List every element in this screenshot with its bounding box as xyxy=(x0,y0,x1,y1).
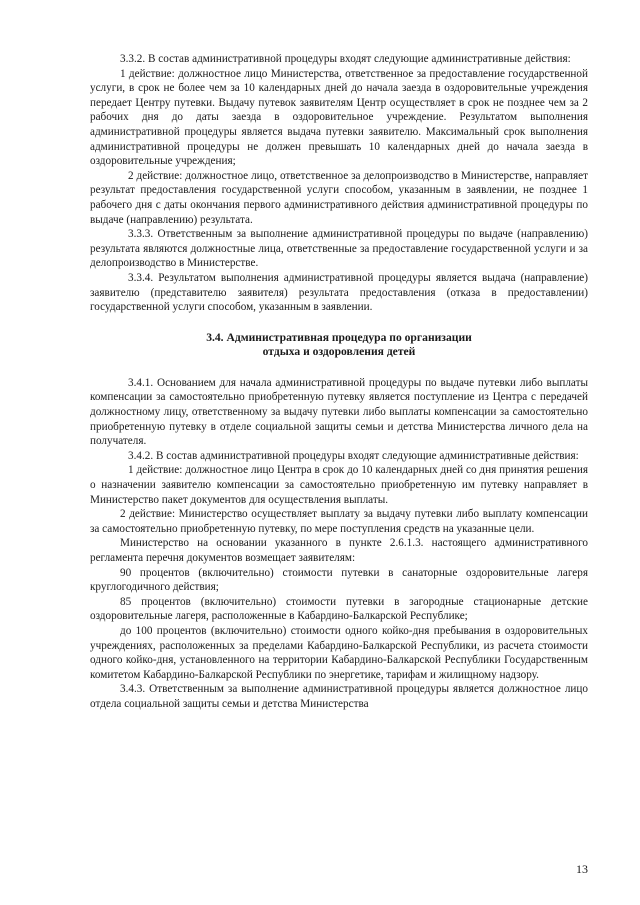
page-number: 13 xyxy=(576,862,588,876)
paragraph-ministry-reimburses: Министерство на основании указанного в пункте 2.6.1.3. настоящего административного регламента перечня документов возмещает заявителям: xyxy=(90,537,588,564)
paragraph-85-percent: 85 процентов (включительно) стоимости путевки в загородные стационарные детские оздоровительные лагеря, расположенные в Кабардино-Балкарской Республике; xyxy=(90,595,588,623)
paragraph-3-4-3: 3.4.3. Ответственным за выполнение административной процедуры является должностное лицо отдела социальной защиты семьи и детства Министерства xyxy=(90,683,588,710)
section-heading-line-1: 3.4. Административная процедура по организации xyxy=(206,330,472,344)
paragraph-3-4-2: 3.4.2. В состав административной процедуры входят следующие административные действия: xyxy=(128,449,579,462)
section-heading-3-4 xyxy=(90,331,588,360)
paragraph-3-3-3: 3.3.3. Ответственным за выполнение административной процедуры по выдаче (направлению) результата являются должностные лица, ответственные за предоставление государственной услуги и за делопроизводство в Министерстве. xyxy=(90,228,588,270)
section-heading-line-2: отдыха и оздоровления детей xyxy=(262,345,416,359)
document-page xyxy=(90,52,588,712)
paragraph-100-percent: до 100 процентов (включительно) стоимости одного койко-дня пребывания в оздоровительных учреждениях, расположенных за пределами Кабардино-Балкарской Республики, из расчета стоимости одного койко-дня, установленного на территории Кабардино-Балкарской Республики Государственным комитетом Кабардино-Балкарской Республики по энергетике, тарифам и жилищному надзору. xyxy=(90,624,588,681)
paragraph-3-4-2-action-2: 2 действие: Министерство осуществляет выплату за выдачу путевки либо выплату компенсации за самостоятельно приобретенную путевку, по мере поступления средств на указанные цели. xyxy=(90,508,588,535)
paragraph-3-3-2: 3.3.2. В состав административной процедуры входят следующие административные действия: xyxy=(120,53,571,65)
paragraph-3-3-4: 3.3.4. Результатом выполнения административной процедуры является выдача (направление) заявителю (представителю заявителя) результата предоставления (отказа в предоставлении) государственной услуги способом, указанным в заявлении. xyxy=(90,271,588,314)
paragraph-90-percent: 90 процентов (включительно) стоимости путевки в санаторные оздоровительные лагеря круглогодичного действия; xyxy=(90,566,588,594)
paragraph-action-2: 2 действие: должностное лицо, ответственное за делопроизводство в Министерстве, направляет результат предоставления государственной услуги способом, указанным в заявлении, не позднее 1 рабочего дня с даты окончания первого административного действия административной процедуры по выдаче (направлению) результата. xyxy=(90,169,588,226)
paragraph-3-4-2-action-1: 1 действие: должностное лицо Центра в срок до 10 календарных дней со дня принятия решения о назначении заявителю компенсации за самостоятельно приобретенную им путевку направляет в Министерство пакет документов для осуществления выплаты. xyxy=(90,464,588,506)
paragraph-action-1: 1 действие: должностное лицо Министерства, ответственное за предоставление государственной услуги, в срок не более чем за 10 календарных дней до начала заезда в оздоровительные учреждения передает Центру путевки. Выдачу путевок заявителям Центр осуществляет в срок не позднее чем за 2 рабочих дня до даты заезда в оздоровительное учреждение. Результатом выполнения административной процедуры является выдача путевки заявителю. Максимальный срок выполнения административной процедуры не должен превышать 10 календарных дней до начала заезда в оздоровительные учреждения; xyxy=(90,67,588,168)
paragraph-3-4-1: 3.4.1. Основанием для начала административной процедуры по выдаче путевки либо выплаты компенсации за самостоятельно приобретенную путевку является поступление из Центра с передачей должностному лицу, ответственному за выдачу путевки либо выплаты компенсации за самостоятельно приобретенную путевку в отделе социальной защиты семьи и детства Министерства личного дела на получателя. xyxy=(90,376,588,448)
